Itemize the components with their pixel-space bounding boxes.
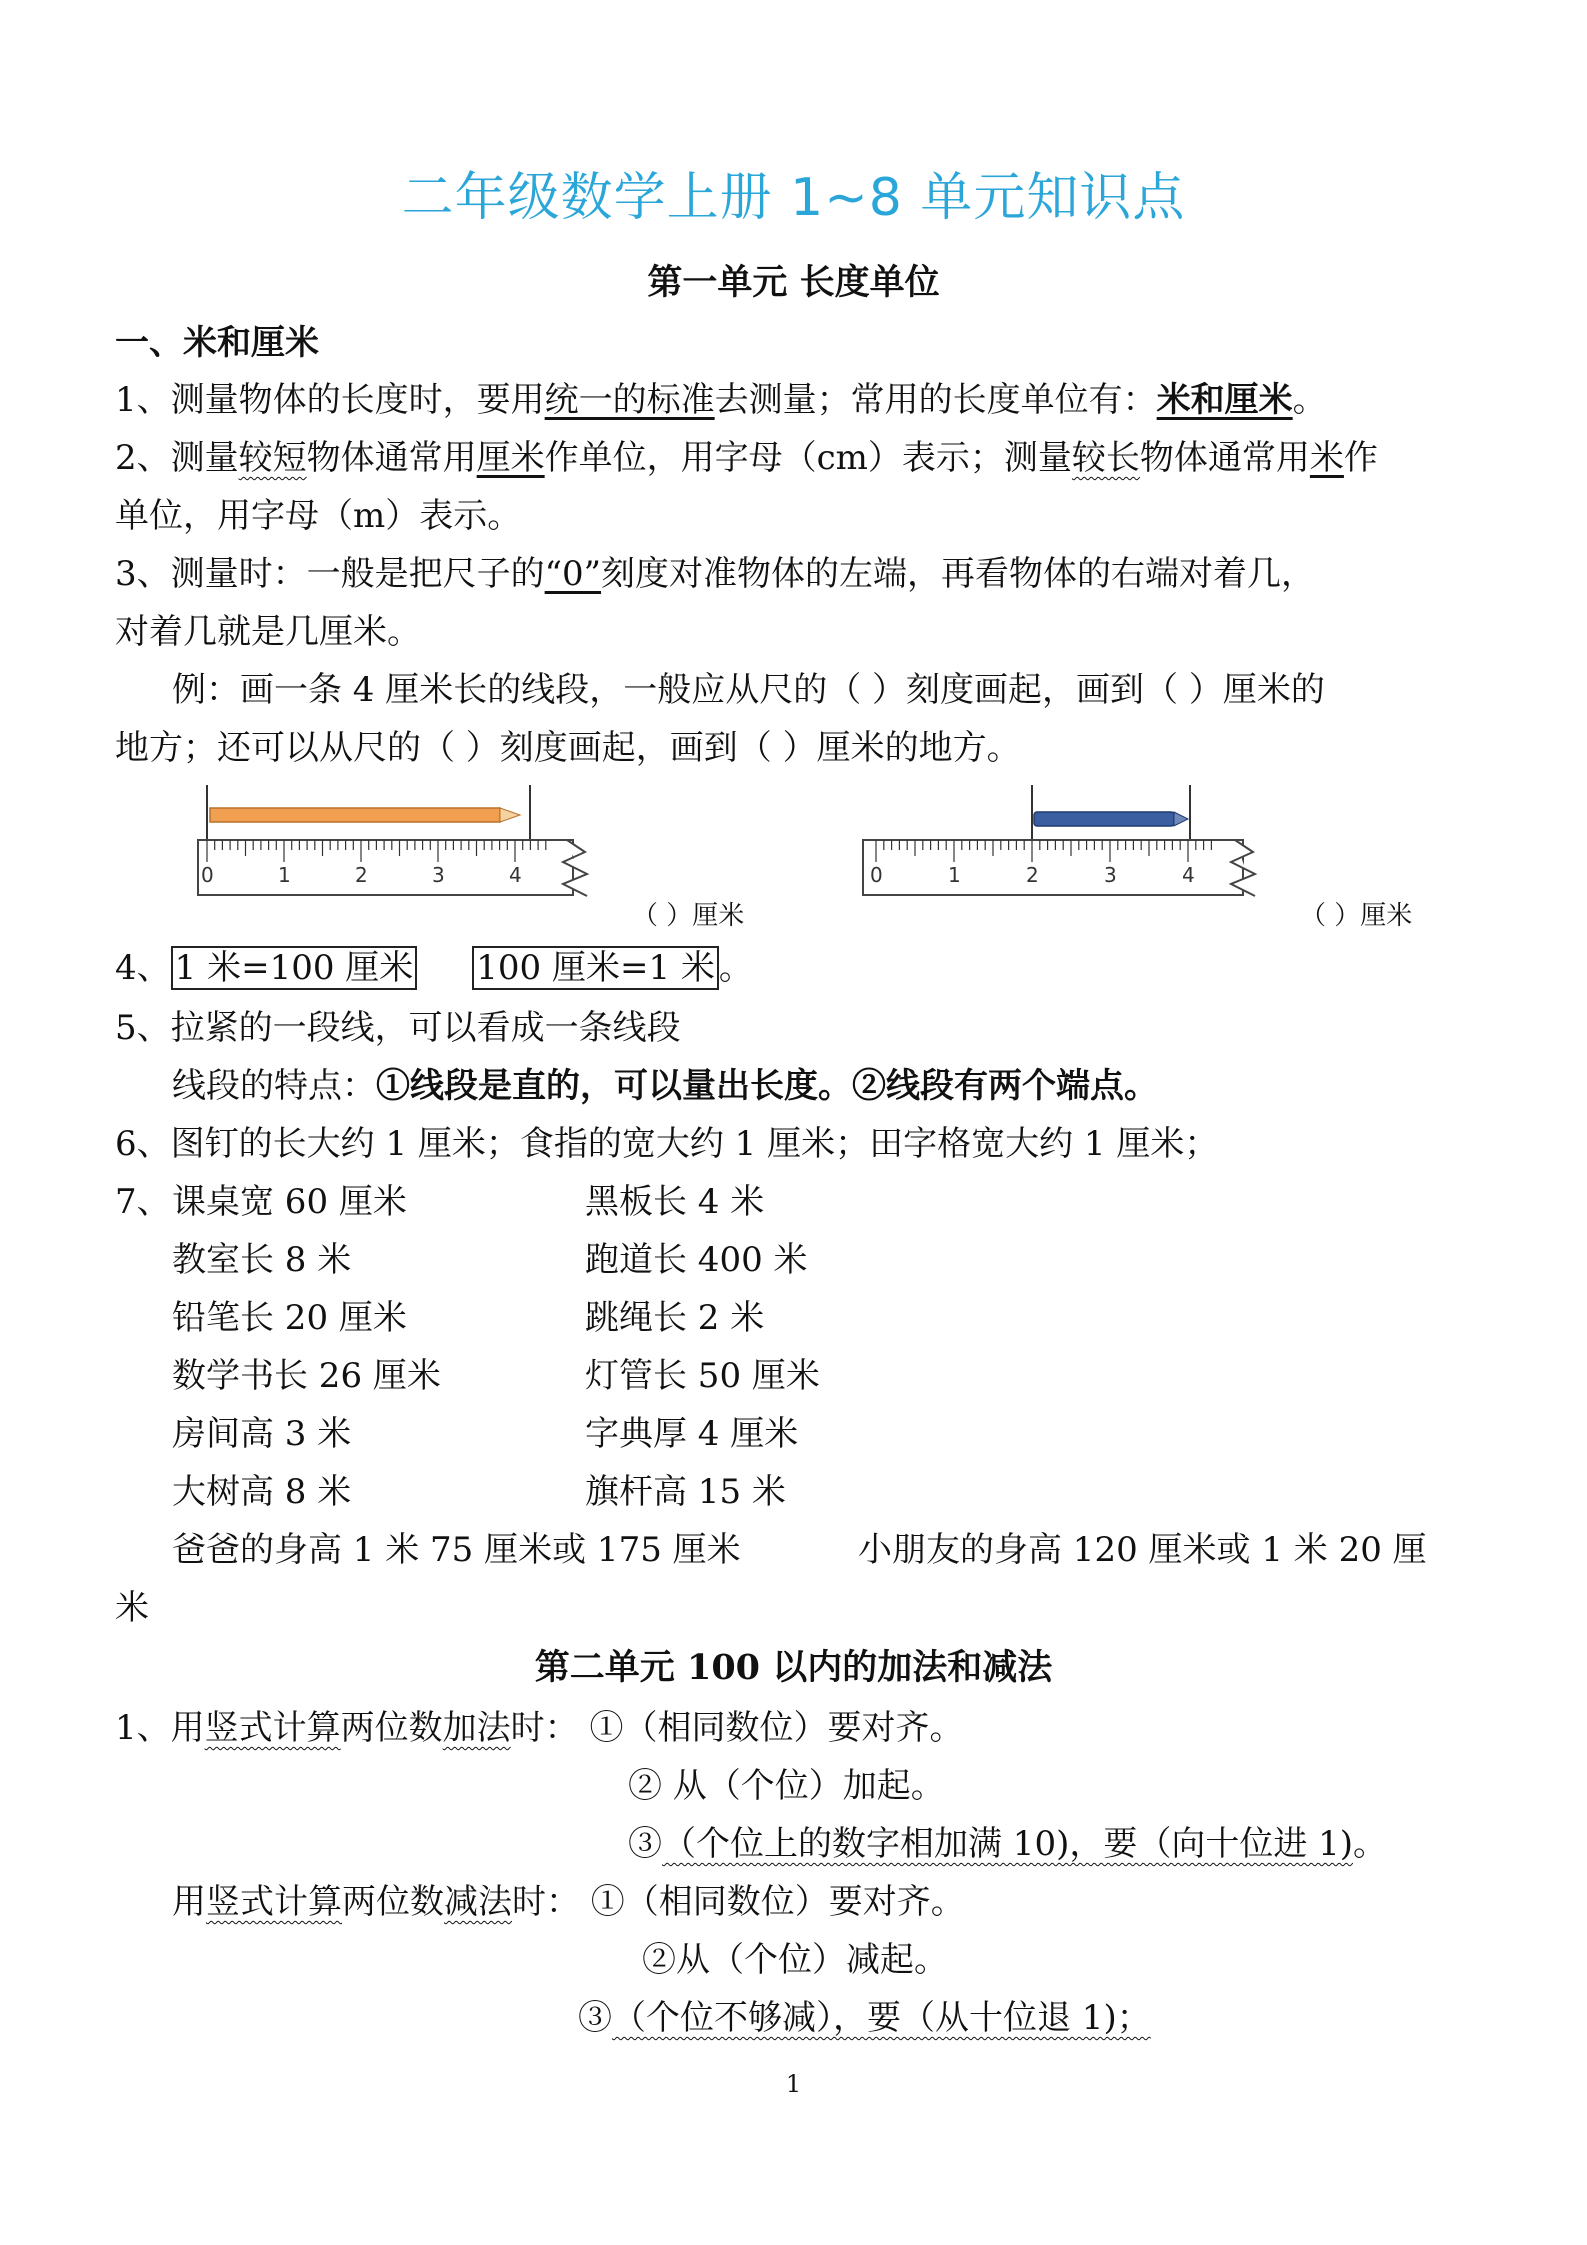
point-6: 6、图钉的长大约 1 厘米；食指的宽大约 1 厘米；田字格宽大约 1 厘米；	[115, 1124, 1219, 1164]
point-3-cont: 对着几就是几厘米。	[115, 612, 421, 652]
subtraction-rule-2: ②从（个位）减起。	[642, 1940, 948, 1980]
addition-rule-3: ③（个位上的数字相加满 10)，要（向十位进 1)。	[628, 1824, 1388, 1864]
ruler-answer-1: （ ）厘米	[632, 901, 745, 931]
list-item: 字典厚 4 厘米	[585, 1414, 799, 1454]
ruler-figure-2	[860, 780, 1280, 920]
list-item: 旗杆高 15 米	[585, 1472, 786, 1512]
tick-label: 1	[278, 863, 291, 887]
point-7-prefix: 7、	[115, 1182, 171, 1222]
point-2-cont: 单位，用字母（m）表示。	[115, 496, 522, 536]
tick-label: 1	[948, 863, 961, 887]
point-1: 1、测量物体的长度时，要用统一的标准去测量；常用的长度单位有：米和厘米。	[115, 380, 1327, 420]
example-line-1: 例：画一条 4 厘米长的线段，一般应从尺的（ ）刻度画起，画到（ ）厘米的	[172, 670, 1325, 710]
page-number: 1	[785, 2070, 802, 2098]
tick-label: 3	[432, 863, 445, 887]
tick-label: 4	[1182, 863, 1195, 887]
list-item: 教室长 8 米	[172, 1240, 352, 1280]
segment-features: 线段的特点：①线段是直的，可以量出长度。②线段有两个端点。	[172, 1066, 1158, 1106]
list-item: 跑道长 400 米	[585, 1240, 808, 1280]
addition-rule: 1、用竖式计算两位数加法时： ①（相同数位）要对齐。	[115, 1708, 964, 1748]
page-title: 二年级数学上册 1~8 单元知识点	[401, 168, 1186, 228]
section-heading: 一、米和厘米	[115, 323, 319, 363]
list-item: 铅笔长 20 厘米	[172, 1298, 407, 1338]
tick-label: 2	[355, 863, 368, 887]
list-item: 大树高 8 米	[172, 1472, 352, 1512]
child-height: 小朋友的身高 120 厘米或 1 米 20 厘	[858, 1530, 1427, 1570]
list-item: 数学书长 26 厘米	[172, 1356, 441, 1396]
tick-label: 4	[509, 863, 522, 887]
point-4: 4、 1 米=100 厘米 100 厘米=1 米 。	[115, 948, 753, 988]
unit1-heading: 第一单元 长度单位	[647, 262, 940, 303]
list-item: 黑板长 4 米	[585, 1182, 765, 1222]
tick-label: 0	[201, 863, 214, 887]
list-item: 跳绳长 2 米	[585, 1298, 765, 1338]
list-item: 灯管长 50 厘米	[585, 1356, 820, 1396]
unit2-heading: 第二单元 100 以内的加法和减法	[534, 1647, 1053, 1688]
list-item: 房间高 3 米	[172, 1414, 352, 1454]
ruler-figure-1	[195, 780, 615, 920]
ruler-answer-2: （ ）厘米	[1300, 901, 1413, 931]
point-2: 2、测量较短物体通常用厘米作单位，用字母（cm）表示；测量较长物体通常用米作	[115, 438, 1378, 478]
pencil-icon	[210, 808, 500, 822]
list-item: 课桌宽 60 厘米	[172, 1182, 407, 1222]
child-height-cont: 米	[115, 1588, 149, 1628]
nail-icon	[1034, 812, 1174, 826]
tick-label: 3	[1104, 863, 1117, 887]
tick-label: 2	[1026, 863, 1039, 887]
father-height: 爸爸的身高 1 米 75 厘米或 175 厘米	[172, 1530, 741, 1570]
tick-label: 0	[870, 863, 883, 887]
example-line-2: 地方；还可以从尺的（ ）刻度画起，画到（ ）厘米的地方。	[115, 728, 1021, 768]
point-3: 3、测量时：一般是把尺子的“0”刻度对准物体的左端，再看物体的右端对着几，	[115, 554, 1316, 594]
subtraction-rule: 用竖式计算两位数减法时： ①（相同数位）要对齐。	[172, 1882, 965, 1922]
addition-rule-2: ② 从（个位）加起。	[628, 1766, 945, 1806]
point-5: 5、拉紧的一段线，可以看成一条线段	[115, 1008, 681, 1048]
subtraction-rule-3: ③（个位不够减），要（从十位退 1)；	[578, 1998, 1151, 2038]
